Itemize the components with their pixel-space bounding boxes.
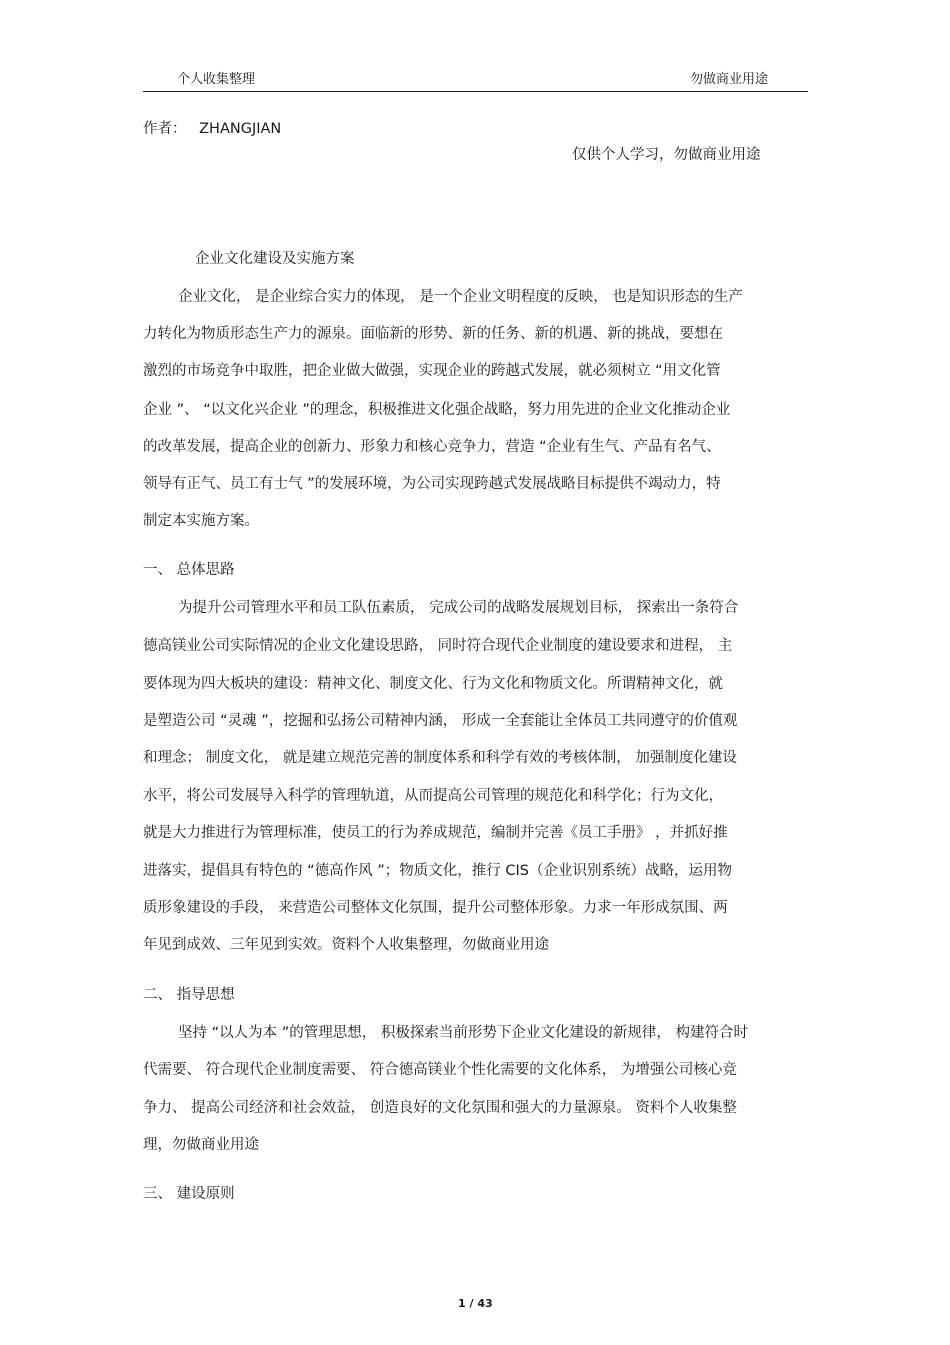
author-line bbox=[143, 119, 281, 139]
header-right: 勿做商业用途 bbox=[690, 72, 769, 87]
intro-line: 企业 ”、 “以文化兴企业 ”的理念，积极推进文化强企战略，努力用先进的企业文化推动企业 bbox=[143, 402, 731, 418]
intro-line: 企业文化， 是企业综合实力的体现， 是一个企业文明程度的反映， 也是知识形态的生产 bbox=[178, 289, 743, 305]
section-heading: 二、 指导思想 bbox=[143, 987, 235, 1003]
header-left: 个人收集整理 bbox=[177, 72, 256, 87]
usage-notice: 仅供个人学习，勿做商业用途 bbox=[572, 147, 761, 163]
intro-line: 领导有正气、员工有士气 ”的发展环境，为公司实现跨越式发展战略目标提供不竭动力，特 bbox=[143, 476, 721, 492]
section-line: 就是大力推进行为管理标准，使员工的行为养成规范，编制并完善《员工手册》 ，并抓好推 bbox=[143, 825, 728, 841]
page-number: 1 / 43 bbox=[458, 1297, 493, 1310]
author-name: ZHANGJIAN bbox=[199, 121, 282, 137]
intro-line: 制定本实施方案。 bbox=[143, 513, 259, 529]
section-line: 要体现为四大板块的建设：精神文化、制度文化、行为文化和物质文化。所谓精神文化，就 bbox=[143, 676, 723, 692]
section-line: 质形象建设的手段， 来营造公司整体文化氛围，提升公司整体形象。力求一年形成氛围、两 bbox=[143, 900, 728, 916]
section-line: 和理念； 制度文化， 就是建立规范完善的制度体系和科学有效的考核体制， 加强制度化建设 bbox=[143, 750, 737, 766]
section-line: 坚持 “以人为本 ”的管理思想， 积极探索当前形势下企业文化建设的新规律， 构建符合时 bbox=[178, 1025, 748, 1041]
section-line: 为提升公司管理水平和员工队伍素质， 完成公司的战略发展规划目标， 探索出一条符合 bbox=[178, 600, 739, 616]
section-line: 进落实，提倡具有特色的 “德高作风 ”；物质文化，推行 CIS（企业识别系统）战略，运用物 bbox=[143, 863, 732, 879]
section-line: 德高镁业公司实际情况的企业文化建设思路， 同时符合现代企业制度的建设要求和进程， 主 bbox=[143, 638, 733, 654]
header-rule bbox=[143, 91, 808, 92]
section-line: 年见到成效、三年见到实效。资料个人收集整理，勿做商业用途 bbox=[143, 937, 549, 953]
section-line: 争力、 提高公司经济和社会效益， 创造良好的文化氛围和强大的力量源泉。 资料个人收集整 bbox=[143, 1100, 737, 1116]
author-label: 作者： bbox=[143, 121, 187, 137]
intro-line: 力转化为物质形态生产力的源泉。面临新的形势、新的任务、新的机遇、新的挑战，要想在 bbox=[143, 326, 723, 342]
section-line: 水平，将公司发展导入科学的管理轨道，从而提高公司管理的规范化和科学化；行为文化， bbox=[143, 788, 723, 804]
document-title: 企业文化建设及实施方案 bbox=[195, 251, 355, 267]
intro-line: 的改革发展，提高企业的创新力、形象力和核心竞争力，营造 “企业有生气、产品有名气、 bbox=[143, 439, 721, 455]
section-line: 是塑造公司 “灵魂 ”，挖掘和弘扬公司精神内涵， 形成一全套能让全体员工共同遵守的价值观 bbox=[143, 713, 738, 729]
section-line: 理，勿做商业用途 bbox=[143, 1137, 259, 1153]
section-heading: 一、 总体思路 bbox=[143, 562, 235, 578]
section-line: 代需要、 符合现代企业制度需要、 符合德高镁业个性化需要的文化体系， 为增强公司核心竞 bbox=[143, 1062, 737, 1078]
section-heading: 三、 建设原则 bbox=[143, 1186, 235, 1202]
intro-line: 激烈的市场竞争中取胜，把企业做大做强，实现企业的跨越式发展，就必须树立 “用文化管 bbox=[143, 363, 721, 379]
